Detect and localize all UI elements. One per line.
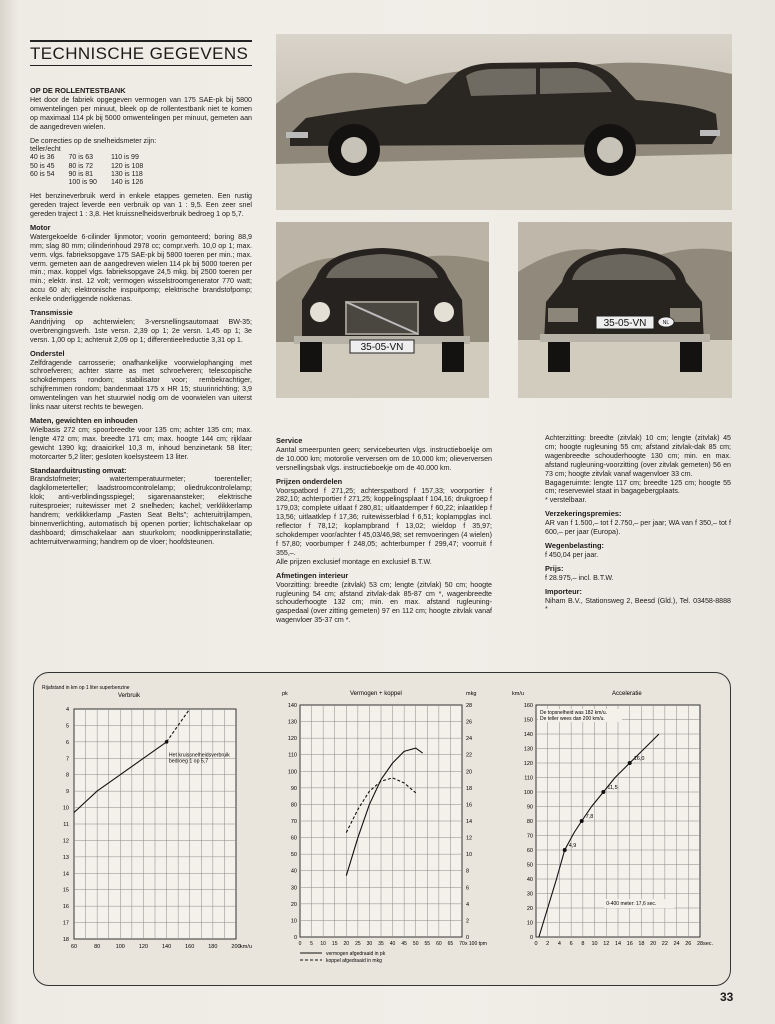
x-axis-label: km/u <box>240 944 252 950</box>
table-row <box>30 163 157 171</box>
y-tick-label: 110 <box>524 775 533 782</box>
y-tick-label: 120 <box>287 736 297 743</box>
afmetingen-heading: Afmetingen interieur <box>276 570 349 580</box>
y-tick-label: 16 <box>62 904 69 911</box>
x-tick-label: 16 <box>626 941 633 947</box>
middle-column <box>276 434 492 630</box>
table-cell: 130 is 118 <box>110 170 143 178</box>
correcties-intro: De correcties op de snelheidsmeter zijn: <box>30 136 157 145</box>
motor-heading: Motor <box>30 222 51 232</box>
y-tick-label: 100 <box>523 790 533 796</box>
y-tick-label: 50 <box>526 862 533 869</box>
y-tick-label: 30 <box>290 885 297 892</box>
x-tick-label: 12 <box>603 941 610 947</box>
x-tick-label: 15 <box>331 941 338 947</box>
y-tick-label: 60 <box>290 835 297 842</box>
y-tick-label-right: 16 <box>466 802 473 809</box>
x-tick-label: 60 <box>70 944 78 950</box>
y-tick-label-right: 26 <box>466 719 473 726</box>
x-tick-label: 2 <box>546 941 550 947</box>
x-tick-label: 10 <box>320 941 326 947</box>
table-row <box>30 171 157 179</box>
page-number: 33 <box>720 990 734 1004</box>
y-tick-label: 8 <box>65 772 69 779</box>
data-label: 16,0 <box>633 756 645 762</box>
chart-annotation: De topsnelheid was 182 km/u. <box>540 710 607 716</box>
y-tick-label: 15 <box>62 887 69 894</box>
wegenbelasting-text: f 450,04 per jaar. <box>545 550 599 559</box>
x-tick-label: 26 <box>685 941 692 947</box>
y-tick-label: 18 <box>62 937 69 943</box>
table-cell: 80 is 72 <box>68 162 94 170</box>
x-tick-label: 10 <box>591 941 598 947</box>
wegenbelasting-heading: Wegenbelasting: <box>545 540 604 550</box>
x-tick-label: 14 <box>614 941 622 947</box>
table-cell: 60 is 54 <box>30 170 55 178</box>
y-tick-label: 60 <box>526 848 533 854</box>
y-tick-label: 150 <box>523 717 533 724</box>
verbruik-text: Het benzineverbruik werd in enkele etappes gemeten. Een rustig gereden traject leverde een verbruik op van 1 : 9,5. Een zeer snel gereden traject 1 : 3,8. Het kruissnelheidsverbruik bedroeg 1 op 5,7. <box>30 192 252 218</box>
chart-title: Verbruik <box>118 693 141 699</box>
x-tick-label: 180 <box>208 944 218 950</box>
y-tick-label: 6 <box>65 739 69 746</box>
table-row <box>30 179 157 187</box>
correcties-table <box>30 154 157 187</box>
y-tick-label-right: 20 <box>466 769 473 776</box>
y-tick-label-right: 28 <box>466 703 473 709</box>
y-tick-label: 90 <box>526 804 533 811</box>
y-tick-label: 110 <box>288 752 297 759</box>
x-tick-label: 6 <box>569 941 573 947</box>
x-tick-label: 20 <box>650 941 657 947</box>
chart-acceleratie <box>510 683 724 975</box>
x-tick-label: 18 <box>638 941 645 947</box>
y-tick-label-right: 0 <box>466 935 470 941</box>
y-tick-label-right: 6 <box>466 885 470 892</box>
table-cell: 70 is 63 <box>68 154 94 162</box>
x-tick-label: 5 <box>310 941 313 947</box>
chart-title: Acceleratie <box>612 691 642 697</box>
data-label: 7,8 <box>585 814 594 820</box>
chart-ylabel: Rijafstand in km op 1 liter superbenzine <box>42 685 130 691</box>
x-tick-label: 35 <box>378 941 384 947</box>
data-point <box>563 848 567 852</box>
y-tick-label: 11 <box>63 822 69 828</box>
photo-front-view <box>276 222 489 398</box>
y-tick-label: 0 <box>293 935 297 941</box>
y-axis-label-left: pk <box>282 691 288 697</box>
x-tick-label: 40 <box>389 941 396 947</box>
bagage-text: Bagageruimte: lengte 117 cm; breedte 125 cm; hoogte 55 cm; reservewiel staat in bagagebergplaats. <box>545 478 731 496</box>
y-tick-label: 160 <box>523 703 533 709</box>
motor-text: Watergekoelde 6-cilinder lijnmotor; voorin gemonteerd; boring 88,9 mm; slag 80 mm; cilinderinhoud 2978 cc; compr.verh. 10,0 op 1; max. verm. vlgs. fabrieksopgave 175 SAE-pk bij 5800 toeren per min.; max. verm. gemeten aan de aangedreven wielen 114 pk bij 5000 toeren per min.; max. koppel vlgs. fabrieksopgave 24,5 mkg. bij 2500 toeren per min.; elektr. inst. 12 volt; vermogen wisselstroomgenerator 770 watt; accu 60 ah; elektronische inspuitpomp; elektrische brandstofpomp; enkele onderliggende nokkenas. <box>30 232 252 304</box>
photo-side-view <box>276 34 732 210</box>
table-cell: 120 is 108 <box>110 162 144 170</box>
y-tick-label-right: 18 <box>466 785 473 792</box>
y-tick-label: 12 <box>62 838 69 845</box>
x-tick-label: 4 <box>557 941 561 947</box>
data-point <box>628 761 632 765</box>
afmetingen-text: Voorzitting: breedte (zitvlak) 53 cm; lengte (zitvlak) 50 cm; hoogte rugleuning 54 cm; afstand zitvlak-dak 85-87 cm *, wagenbreedte schouderhoogte 132 cm; min. en max. afstand rugleuning-gaspedaal (over zitting gemeten) 97 en 112 cm; hoogte zitvlak vanaf wagenvloer 35-37 cm *. <box>276 580 492 625</box>
y-tick-label-right: 12 <box>466 835 473 842</box>
data-point <box>580 819 584 823</box>
x-tick-label: 70 <box>459 941 465 947</box>
x-tick-label: 28 <box>696 941 704 947</box>
prijzen-heading: Prijzen onderdelen <box>276 476 343 486</box>
y-tick-label: 90 <box>290 785 297 792</box>
service-text: Aantal smeerpunten geen; servicebeurten vlgs. instructieboekje om de 10.000 km; motorolie verversen om de 10.000 km; olieverversen versnellingsbak vlgs. instructieboekje om de 40.000 km. <box>276 445 492 472</box>
y-tick-label: 9 <box>65 789 69 796</box>
data-label: 4,9 <box>568 843 577 849</box>
x-tick-label: 55 <box>424 941 431 947</box>
y-tick-label: 5 <box>65 723 69 730</box>
prijzen-note: Alle prijzen exclusief montage en exclusief B.T.W. <box>276 557 432 566</box>
x-tick-label: 22 <box>661 941 668 947</box>
x-tick-label: 50 <box>412 941 419 947</box>
y-tick-label-right: 2 <box>466 918 470 925</box>
table-row <box>30 154 157 162</box>
left-column <box>30 84 252 552</box>
y-tick-label: 50 <box>290 852 297 859</box>
y-tick-label: 13 <box>62 854 69 861</box>
x-tick-label: 100 <box>115 944 125 950</box>
y-tick-label: 20 <box>290 901 297 908</box>
y-tick-label: 70 <box>290 819 297 825</box>
y-tick-label-right: 14 <box>466 819 473 825</box>
maten-text: Wielbasis 272 cm; spoorbreedte voor 135 cm; achter 135 cm; max. lengte 472 cm; max. breedte 171 cm; max. hoogte 144 cm; rijklaar gewicht 1390 kg; draaicirkel 10,3 m, inhoud benzinetank 58 liter; motorcarter 5,2 liter; gesloten koelsysteem 13 liter. <box>30 425 252 461</box>
y-tick-label: 40 <box>290 868 297 875</box>
y-tick-label: 30 <box>526 891 533 898</box>
x-tick-label: 80 <box>94 944 101 950</box>
rear-license-plate: 35-05-VN <box>603 318 647 329</box>
x-tick-label: 8 <box>581 941 585 947</box>
chart-verbruik <box>40 683 250 975</box>
y-tick-label: 140 <box>523 732 533 738</box>
y-tick-label-right: 24 <box>466 736 473 743</box>
y-tick-label: 130 <box>287 719 297 726</box>
y-tick-label: 70 <box>526 833 533 840</box>
nl-badge: NL <box>662 320 670 326</box>
table-cell: 110 is 99 <box>110 154 139 162</box>
x-tick-label: 45 <box>401 941 407 947</box>
transmissie-text: Aandrijving op achterwielen; 3-versnellingsautomaat BW-35; overbrengingsverh. 1ste versn. 2,39 op 1; 2e versn. 1,45 op 1; 3e versn. 1,00 op 1; achteruit 2,09 op 1; differentieelreductie 3,31 op 1. <box>30 317 252 344</box>
y-tick-label: 130 <box>523 746 533 753</box>
y-tick-label: 10 <box>290 918 297 925</box>
rollentestbank-text: Het door de fabriek opgegeven vermogen van 175 SAE-pk bij 5800 omwentelingen per minuut, bleek op de rollentestbank niet te komen op maximaal 114 pk bij 5000 omwentelingen per minuut, gemeten aan de aangedreven wielen. <box>30 95 252 131</box>
standaard-heading: Standaarduitrusting omvat: <box>30 465 127 475</box>
y-tick-label: 140 <box>287 703 297 709</box>
chart-title: Vermogen + koppel <box>350 691 402 697</box>
charts-panel <box>33 672 731 986</box>
y-tick-label: 10 <box>62 805 69 812</box>
importeur-text: Niham B.V., Stationsweg 2, Beesd (Gld.), Tel. 03458-8888 * <box>545 596 731 614</box>
page-title: TECHNISCHE GEGEVENS <box>30 40 252 66</box>
chart-annotation: Het kruissnelheidsverbruik bedroeg 1 op 5,7 <box>168 752 230 765</box>
rollentestbank-heading: OP DE ROLLENTESTBANK <box>30 86 126 95</box>
y-tick-label: 0 <box>529 935 533 941</box>
service-heading: Service <box>276 436 303 445</box>
y-tick-label-right: 8 <box>466 868 470 875</box>
x-tick-label: 160 <box>185 944 195 950</box>
x-tick-label: 25 <box>355 941 361 947</box>
x-axis-label: x 100 tpm <box>465 941 487 947</box>
y-tick-label: 120 <box>523 761 533 767</box>
x-tick-label: 200 <box>231 944 241 950</box>
x-axis-label: sec. <box>703 941 714 947</box>
legend-entry: vermogen afgedraaid in pk <box>326 951 386 957</box>
prijs-text: f 28.975,– incl. B.T.W. <box>545 573 614 582</box>
transmissie-heading: Transmissie <box>30 308 73 318</box>
onderstel-text: Zelfdragende carrosserie; onafhankelijke voorwielophanging met schroefveren; achter starre as met schroefveren; telescopische schokdempers rondom; stabilisator voor; rembekrachtiger, schijfremmen rondom; bandenmaat 175 x HR 15; stuurinrichting; 3,9 omwentelingen van het stuurwiel nodig om de voorwielen van uiterst links naar uiterst rechts te bewegen. <box>30 358 252 412</box>
x-tick-label: 30 <box>366 941 373 947</box>
achterzitting-text: Achterzitting: breedte (zitvlak) 10 cm; lengte (zitvlak) 45 cm; hoogte rugleuning 55 cm; afstand zitvlak-dak 85 cm; wagenbreedte schouderhoogte 130 cm; min. en max. afstand rugleuning-voorzitting (over zitvlak gemeten) 56 en 73 cm; hoogte zitvlak vanaf wagenvloer 33 cm. <box>545 434 731 478</box>
verzekering-heading: Verzekeringspremies: <box>545 509 622 519</box>
y-tick-label: 80 <box>290 802 297 809</box>
prijs-heading: Prijs: <box>545 563 564 573</box>
data-point <box>165 740 169 744</box>
y-tick-label: 80 <box>526 819 533 825</box>
legend-entry: koppel afgedraaid in mkg <box>326 958 382 964</box>
y-tick-label-right: 4 <box>466 901 470 908</box>
table-cell <box>30 179 69 187</box>
y-tick-label: 100 <box>287 769 297 776</box>
y-tick-label-right: 22 <box>466 752 473 759</box>
photo-rear-view <box>518 222 732 398</box>
x-tick-label: 60 <box>436 941 442 947</box>
y-axis-label: km/u <box>512 691 524 697</box>
onderstel-heading: Onderstel <box>30 348 65 358</box>
y-tick-label: 7 <box>65 756 69 763</box>
y-tick-label-right: 10 <box>466 852 473 859</box>
y-axis-label-right: mkg <box>466 691 477 697</box>
y-tick-label: 10 <box>526 920 533 927</box>
importeur-heading: Importeur: <box>545 586 582 596</box>
verzekering-text: AR van f 1.500,– tot f 2.750,– per jaar; WA van f 350,– tot f 600,– per jaar (Europa). <box>545 519 731 537</box>
chart-annotation: 0-400 meter: 17,6 sec. <box>606 901 657 908</box>
y-tick-label: 14 <box>62 871 69 878</box>
table-cell: 50 is 45 <box>30 162 55 170</box>
table-cell: 100 is 90 <box>68 178 97 186</box>
table-cell: 90 is 81 <box>68 170 94 178</box>
data-label: 11,5 <box>607 785 618 791</box>
x-tick-label: 0 <box>298 941 302 947</box>
x-tick-label: 20 <box>343 941 350 947</box>
x-tick-label: 140 <box>161 944 172 950</box>
table-cell: 140 is 126 <box>110 178 144 186</box>
prijzen-text: Voorspatbord f 271,25; achterspatbord f 157,33; voorportier f 282,10; achterportier f 271,25; koppelingsplaat f 104,16; drukgroep f 179,03; complete uitlaat f 280,81; uitlaatdemper f 60,22; inlaatklep f 13,56; uitlaatklep f 17,36; ruitewisserblad f 6,51; koplampglas incl. reflector f 78,12; koplampbrand f 13,02; wieldop f 35,97; schokdemper voor/achter f 45,03/46,98; set remvoeringen (4 wielen) f 57,80; voorbumper f 248,05; achterbumper f 299,47; voorruit f 355,–. <box>276 486 492 557</box>
standaard-text: Brandstofmeter; watertemperatuurmeter; toerenteller; dagkilometerteller; laadstroomcontrolelamp; oliedrukcontrolelamp; klok; anti-verblindingsspiegel; sigarenaansteker; elektrische ruitesproeier; ruitewisser met 2 snelheden; kachel; verklikkerlamp handrem; verklikkerlamp „Fasten Seat Belts”; achteruitrijlampen, binnenverlichting, automatisch bij openen portier; lichtschakelaar op dashboard; dimschakelaar aan stuurkolom; noodknipperinstallatie; achterruitverwarming; handrem op de vloer; hoofdsteunen. <box>30 475 252 546</box>
y-tick-label: 17 <box>62 920 69 927</box>
chart-annotation: De teller wees dan 200 km/u. <box>540 716 605 722</box>
x-tick-label: 120 <box>138 944 149 950</box>
correcties-header: teller/echt <box>30 145 61 154</box>
data-point <box>601 790 605 794</box>
x-tick-label: 65 <box>447 941 454 947</box>
chart-vermogen-koppel <box>278 683 492 975</box>
y-tick-label: 4 <box>65 707 69 713</box>
x-tick-label: 0 <box>534 941 538 947</box>
footnote: * verstelbaar. <box>545 496 587 505</box>
front-license-plate: 35-05-VN <box>360 342 404 353</box>
y-tick-label: 20 <box>526 906 533 912</box>
table-cell: 40 is 36 <box>30 154 55 162</box>
y-tick-label: 40 <box>526 877 533 883</box>
right-column <box>545 434 731 619</box>
maten-heading: Maten, gewichten en inhouden <box>30 416 138 425</box>
x-tick-label: 24 <box>673 941 680 947</box>
